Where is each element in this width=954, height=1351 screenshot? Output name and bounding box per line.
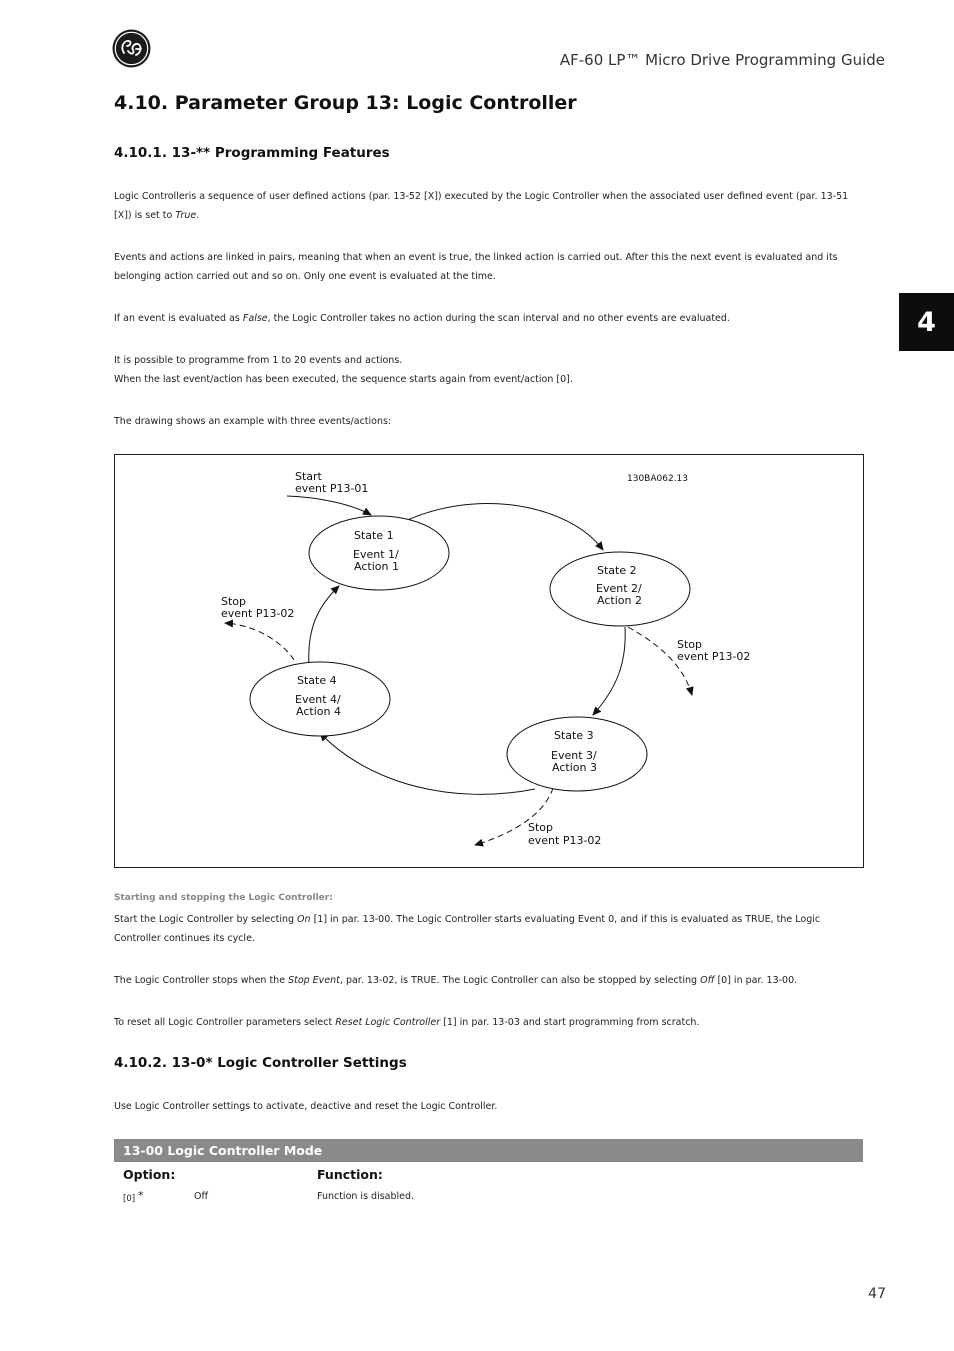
- paragraph-reset: [114, 1013, 866, 1032]
- chapter-tab: 4: [899, 293, 954, 351]
- paragraph-stop: [114, 971, 866, 990]
- paragraph-text: The Logic Controller stops when the: [114, 975, 289, 986]
- stop-arrow-4: [225, 623, 294, 660]
- paragraph-events-actions: Events and actions are linked in pairs, meaning that when an event is true, the linked action is carried out. After this the next event is evaluated and its belonging action carried out and so on. Only one event is evaluated at the time.: [114, 252, 838, 282]
- ge-logo-icon: [112, 29, 151, 68]
- paragraph-line: When the last event/action has been executed, the sequence starts again from event/action [0].: [114, 374, 573, 385]
- stop-label-3: Stop: [528, 821, 554, 834]
- state-3-action: Action 3: [552, 761, 597, 774]
- paragraph-text: To reset all Logic Controller parameters select: [114, 1017, 336, 1028]
- option-index: [0]: [123, 1194, 136, 1204]
- state-4-event: Event 4/: [295, 693, 341, 706]
- paragraph-text: Logic Controlleris a sequence of user defined actions (par. 13-52 [X]) executed by the Logic Controller when the associated user defined event (par. 13-51 [X]) is set to: [114, 191, 849, 221]
- state-1-title: State 1: [354, 529, 394, 542]
- state-1-event: Event 1/: [353, 548, 399, 561]
- state-2-event: Event 2/: [596, 582, 642, 595]
- paragraph-line: It is possible to programme from 1 to 20 events and actions.: [114, 355, 403, 366]
- transition-3-4: [320, 733, 535, 794]
- subsection-title-programming-features: 4.10.1. 13-** Programming Features: [114, 145, 390, 161]
- paragraph-text: [1] in par. 13-03 and start programming from scratch.: [440, 1017, 700, 1028]
- paragraph-start: [114, 910, 866, 948]
- stop-label-2: Stop: [677, 638, 703, 651]
- paragraph-text: Start the Logic Controller by selecting: [114, 914, 298, 925]
- state-2-action: Action 2: [597, 594, 642, 607]
- default-marker: *: [138, 1189, 144, 1202]
- emphasis-text: Stop Event: [288, 975, 340, 986]
- state-2-title: State 2: [597, 564, 637, 577]
- start-label: Start: [295, 470, 322, 483]
- state-4-action: Action 4: [296, 705, 341, 718]
- parameter-header-label: 13-00 Logic Controller Mode: [123, 1143, 323, 1158]
- stop-event-label-2: event P13-02: [677, 650, 751, 663]
- paragraph-false-event: [114, 309, 866, 328]
- stop-event-label-4: event P13-02: [221, 607, 295, 620]
- start-arrow: [287, 496, 371, 515]
- diagram-code: 130BA062.13: [627, 474, 689, 484]
- state-4-title: State 4: [297, 674, 337, 687]
- subsection-title-settings: 4.10.2. 13-0* Logic Controller Settings: [114, 1055, 407, 1071]
- emphasis-text: Off: [700, 975, 715, 986]
- guide-title: AF-60 LP™ Micro Drive Programming Guide: [559, 51, 885, 69]
- paragraph-intro: [114, 187, 866, 225]
- state-3-event: Event 3/: [551, 749, 597, 762]
- paragraph-text: [0] in par. 13-00.: [714, 975, 798, 986]
- paragraph-text: If an event is evaluated as: [114, 313, 243, 324]
- option-value: Off: [194, 1191, 209, 1202]
- paragraph-event-count: [114, 351, 866, 389]
- emphasis-text: Reset Logic Controller: [335, 1017, 441, 1028]
- page-number: 47: [868, 1286, 886, 1302]
- paragraph-drawing-intro: The drawing shows an example with three events/actions:: [114, 416, 392, 427]
- state-diagram: [114, 454, 864, 868]
- stop-label-4: Stop: [221, 595, 247, 608]
- parameter-header: [114, 1139, 863, 1162]
- emphasis-text: False: [242, 313, 268, 324]
- stop-event-label-3: event P13-02: [528, 834, 602, 847]
- function-column-header: Function:: [317, 1167, 383, 1182]
- paragraph-text: , the Logic Controller takes no action during the scan interval and no other events are evaluated.: [267, 313, 730, 324]
- state-3-title: State 3: [554, 729, 594, 742]
- paragraph-text: , par. 13-02, is TRUE. The Logic Controller can also be stopped by selecting: [339, 975, 701, 986]
- emphasis-text: True: [175, 210, 197, 221]
- option-column-header: Option:: [123, 1167, 176, 1182]
- state-1-action: Action 1: [354, 560, 399, 573]
- function-description: Function is disabled.: [317, 1191, 415, 1202]
- caption-starting-stopping: Starting and stopping the Logic Controller:: [114, 893, 333, 903]
- paragraph-text: [1] in par. 13-00. The Logic Controller starts evaluating Event 0, and if this is evaluated as TRUE, the Logic Controller continues its cycle.: [114, 914, 821, 944]
- section-title: 4.10. Parameter Group 13: Logic Controller: [114, 92, 577, 114]
- transition-2-3: [593, 627, 625, 715]
- start-event-label: event P13-01: [295, 482, 369, 495]
- transition-4-1: [309, 586, 339, 665]
- paragraph-settings: Use Logic Controller settings to activate, deactive and reset the Logic Controller.: [114, 1101, 498, 1112]
- emphasis-text: On: [297, 914, 311, 925]
- paragraph-text: .: [196, 210, 200, 221]
